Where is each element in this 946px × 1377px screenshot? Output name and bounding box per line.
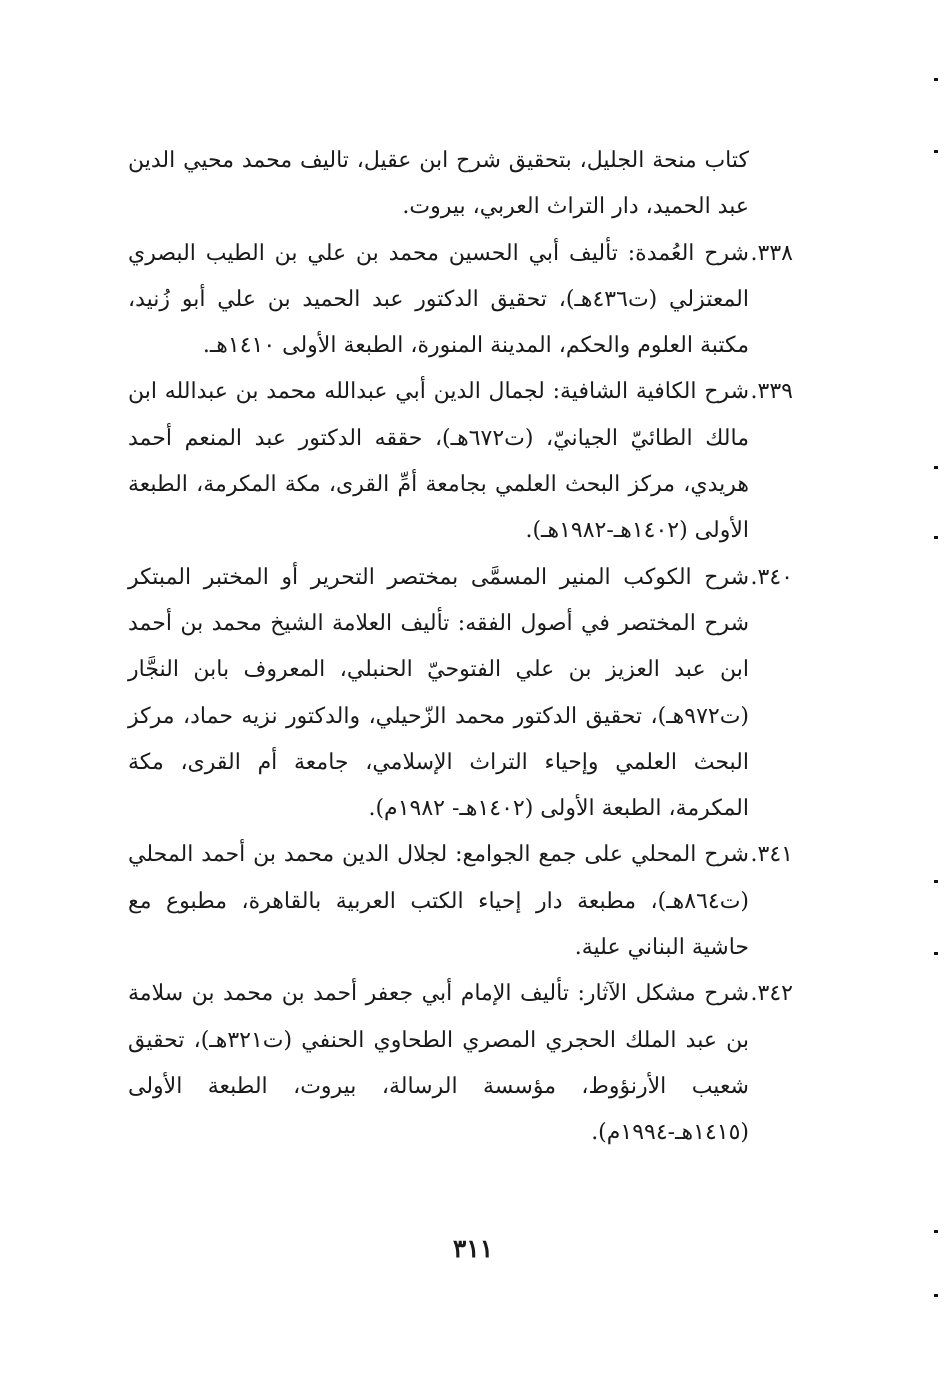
entry-number: ٣٤١. bbox=[750, 842, 793, 868]
scan-edge-mark bbox=[934, 150, 938, 153]
entry-text: شرح المحلي على جمع الجوامع: لجلال الدين محمد بن أحمد المحلي (ت٨٦٤هـ)، مطبعة دار إحياء الكتب العربية بالقاهرة، مطبوع مع حاشية البناني علية. bbox=[128, 842, 749, 961]
entry-text: شرح الكوكب المنير المسمَّى بمختصر التحرير أو المختبر المبتكر شرح المختصر في أصول الفقه: تأليف العلامة الشيخ محمد بن أحمد ابن عبد العزيز بن علي الفتوحيّ الحنبلي، المعروف بابن النجَّار (ت٩٧٢هـ)، تحقيق الدكتور محمد الزّحيلي، والدكتور نزيه حماد، مركز البحث العلمي وإحياء التراث الإسلامي، جامعة أم القرى، مكة المكرمة، الطبعة الأولى (١٤٠٢هـ- ١٩٨٢م). bbox=[128, 564, 749, 822]
entry-text: شرح العُمدة: تأليف أبي الحسين محمد بن علي بن الطيب البصري المعتزلي (ت٤٣٦هـ)، تحقيق الدكتور عبد الحميد بن علي أبو زُنيد، مكتبة العلوم والحكم، المدينة المنورة، الطبعة الأولى ١٤١٠هـ. bbox=[128, 240, 749, 359]
bibliography-entry-340 bbox=[128, 555, 793, 833]
entry-text: شرح الكافية الشافية: لجمال الدين أبي عبدالله محمد بن عبدالله ابن مالك الطائيّ الجيانيّ، (ت٦٧٢هـ)، حققه الدكتور عبد المنعم أحمد هريدي، مركز البحث العلمي بجامعة أمِّ القرى، مكة المكرمة، الطبعة الأولى (١٤٠٢هـ-١٩٨٢هـ). bbox=[128, 379, 749, 544]
entry-text: شرح مشكل الآثار: تأليف الإمام أبي جعفر أحمد بن محمد بن سلامة بن عبد الملك الحجري المصري الطحاوي الحنفي (ت٣٢١هـ)، تحقيق شعيب الأرنؤوط، مؤسسة الرسالة، بيروت، الطبعة الأولى (١٤١٥هـ-١٩٩٤م). bbox=[128, 981, 749, 1146]
entry-number: ٣٣٩. bbox=[750, 379, 793, 405]
scan-edge-mark bbox=[934, 880, 938, 883]
scan-edge-mark bbox=[934, 1230, 938, 1233]
scan-edge-mark bbox=[934, 466, 938, 469]
entry-number: ٣٤٢. bbox=[750, 981, 793, 1007]
bibliography-entry-342 bbox=[128, 971, 793, 1156]
entry-number: ٣٤٠. bbox=[750, 564, 793, 590]
page-number: ٣١١ bbox=[452, 1234, 494, 1263]
bibliography-entry-338 bbox=[128, 231, 793, 370]
scan-edge-mark bbox=[934, 78, 938, 81]
scan-edge-mark bbox=[934, 1294, 938, 1297]
bibliography-entry-341 bbox=[128, 832, 793, 971]
scan-edge-mark bbox=[934, 536, 938, 539]
bibliography-entry-339 bbox=[128, 369, 793, 554]
entry-number: ٣٣٨. bbox=[750, 240, 793, 266]
bibliography-list bbox=[128, 138, 793, 1157]
continued-entry: كتاب منحة الجليل، بتحقيق شرح ابن عقيل، تاليف محمد محيي الدين عبد الحميد، دار التراث العربي، بيروت. bbox=[128, 148, 749, 220]
scan-edge-mark bbox=[934, 952, 938, 955]
